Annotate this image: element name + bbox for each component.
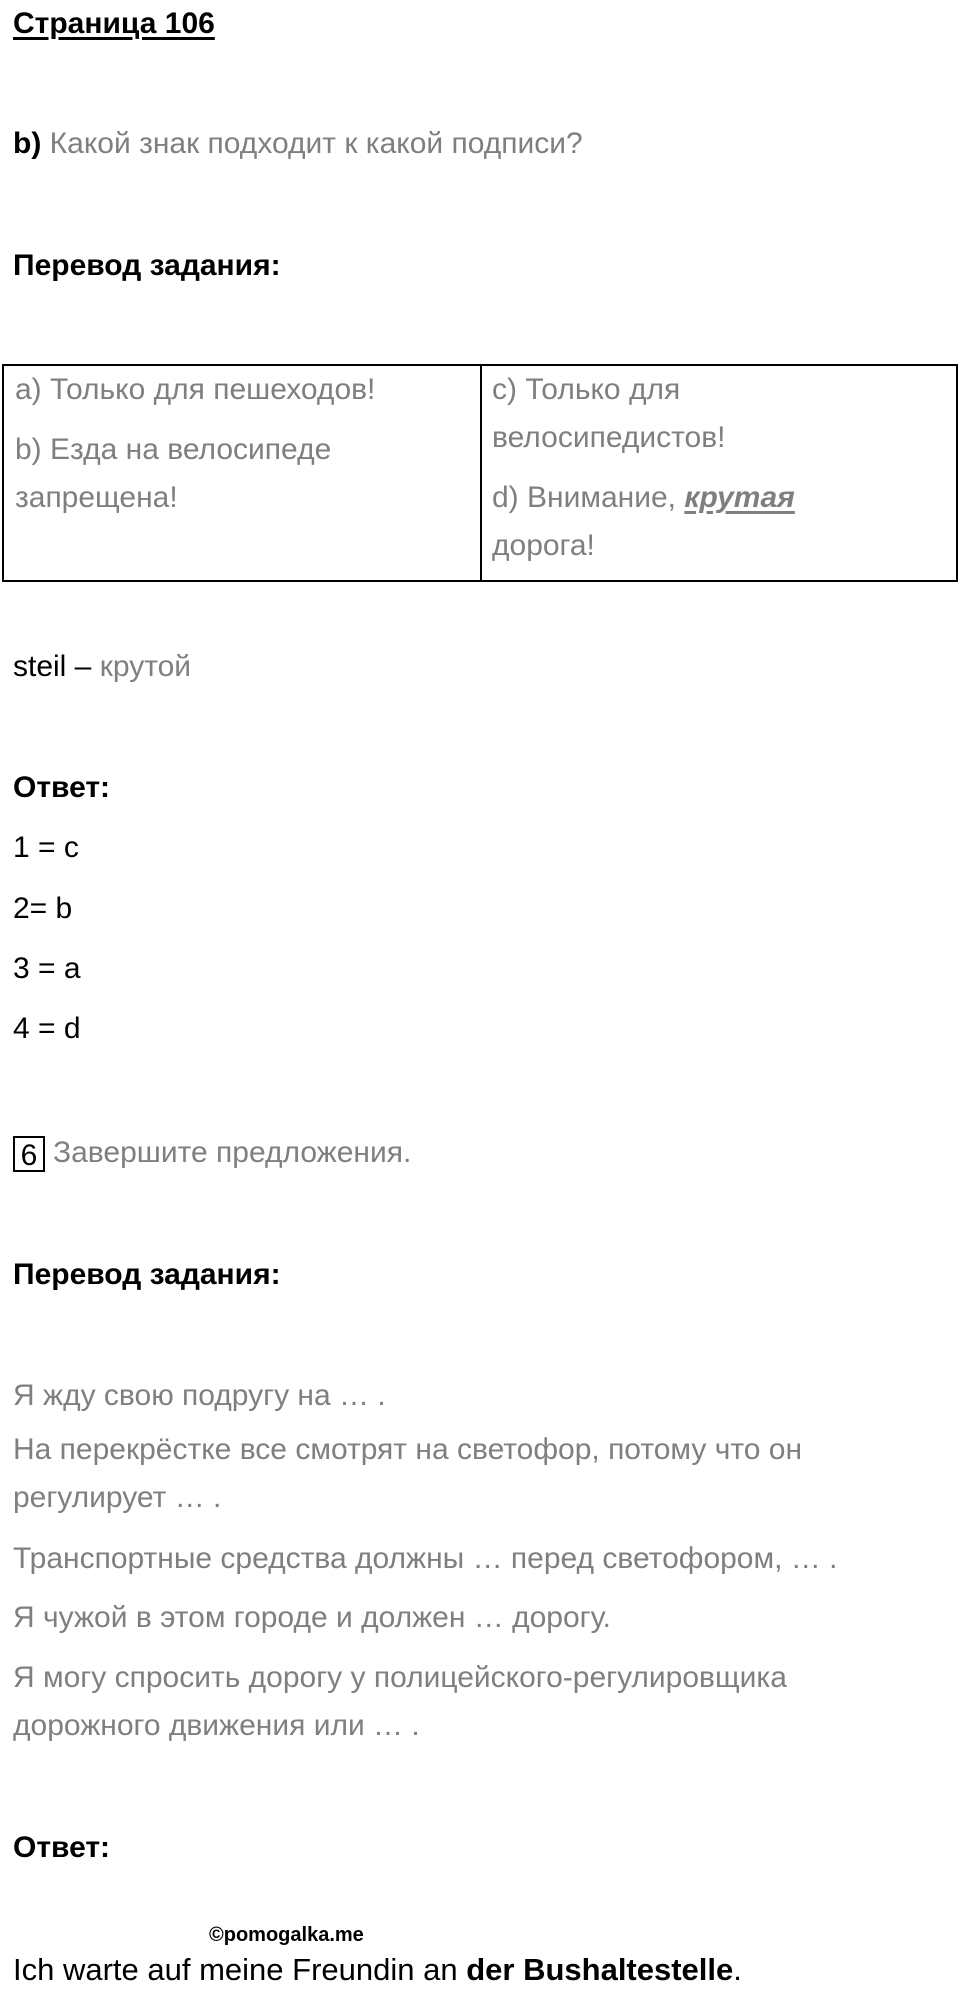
sentence-line: Я жду свою подругу на … . [13,1379,386,1412]
sentence-line: На перекрёстке все смотрят на светофор, потому что он [13,1433,803,1466]
final-answer-suffix: . [733,1952,742,1987]
answer-heading-2: Ответ: [13,1831,111,1864]
table-item-a: a) Только для пешеходов! [15,373,376,406]
sentence-line: Я чужой в этом городе и должен … дорогу. [13,1601,611,1634]
sentence-line: Я могу спросить дорогу у полицейского-регулировщика [13,1661,787,1694]
watermark: ©pomogalka.me [209,1924,364,1946]
vocab-line [13,643,191,691]
answer-line: 3 = a [13,952,81,985]
task-b-line [13,120,583,168]
answer-line: 2= b [13,892,73,925]
task-6-instruction: Завершите предложения. [53,1136,412,1169]
translation-table [2,364,958,582]
table-item-d-suffix: дорога! [492,529,595,562]
task-6-line [13,1129,411,1177]
table-left-column [4,366,482,580]
vocab-word: steil – [13,650,92,683]
answer-heading-1: Ответ: [13,771,111,804]
task-b-marker: b) [13,127,42,160]
answer-line: 1 = c [13,831,79,864]
table-item-b: b) Езда на велосипеде запрещена! [15,433,332,514]
task-number-box: 6 [13,1136,45,1172]
task-b-question: Какой знак подходит к какой подписи? [49,127,583,160]
translation-heading-1: Перевод задания: [13,249,281,282]
vocab-translation: крутой [99,650,192,683]
translation-heading-2: Перевод задания: [13,1258,281,1291]
table-item-c: c) Только для велосипедистов! [492,373,726,454]
answer-line: 4 = d [13,1012,81,1045]
table-item-d-emphasis: крутая [684,481,795,514]
final-answer-line [13,1946,742,1994]
sentence-line: Транспортные средства должны … перед светофором, … . [13,1542,838,1575]
table-item-d-prefix: d) Внимание, [492,481,676,514]
sentence-line: дорожного движения или … . [13,1709,420,1742]
page-title: Страница 106 [13,7,215,40]
table-right-column [482,366,956,580]
sentence-line: регулирует … . [13,1481,222,1514]
final-answer-prefix: Ich warte auf meine Freundin an [13,1952,458,1987]
final-answer-bold: der Bushaltestelle [466,1952,734,1987]
table-item-d [492,474,946,570]
